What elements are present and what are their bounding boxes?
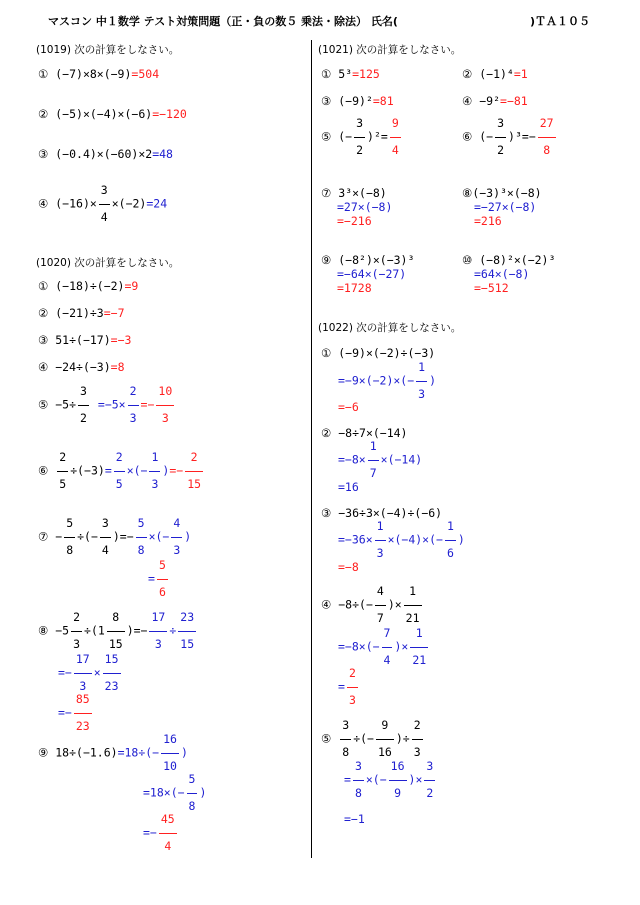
problem-1022-3-answer: =−8 — [338, 560, 359, 574]
section-title-1022: (1022) 次の計算をしなさい。 — [318, 322, 462, 334]
problem-1022-1-answer: =−6 — [338, 400, 359, 414]
problem-1022-3: ③ −36÷3×(−4)÷(−6) — [321, 506, 443, 520]
problem-1021-8: ⑧(−3)³×(−8) =−27×(−8) =216 — [462, 186, 542, 228]
problem-1021-4: ④ −9²=−81 — [462, 94, 528, 108]
problem-1021-9: ⑨ (−8²)×(−3)³ =−64×(−27) =1728 — [321, 253, 415, 295]
problem-1022-2-step: =−8× $\frac{1}{7}$ ×(−14) — [338, 439, 423, 480]
problem-1020-9-step: =18×(− $\frac{5}{8}$ ) — [143, 772, 207, 813]
problem-1022-5-step: = $\frac{3}{8}$ ×(− $\frac{16}{9}$ )× $\frac{3}{2}$ — [344, 759, 434, 800]
problem-1020-4: ④ −24÷(−3)=8 — [38, 360, 125, 374]
problem-1020-8-step: =− $\frac{17}{3}$ × $\frac{15}{23}$ — [58, 652, 119, 693]
problem-1020-7: ⑦ − $\frac{5}{8}$ ÷(− $\frac{3}{4}$ )=− $\frac{5}{8}$ ×(− $\frac{4}{3}$ ) — [38, 516, 192, 557]
problem-1020-5: ⑤ −5÷ $\frac{3}{2}$ =−5× $\frac{2}{3}$ =− $\frac{10}{3}$ — [38, 384, 173, 425]
problem-1021-3: ③ (−9)²=81 — [321, 94, 394, 108]
problem-1022-2: ② −8÷7×(−14) — [321, 426, 408, 440]
problem-1021-5: ⑤ (− $\frac{3}{2}$ )²= $\frac{9}{4}$ — [321, 116, 399, 157]
problem-1020-6: ⑥ $\frac{2}{5}$ ÷(−3)= $\frac{2}{5}$ ×(− $\frac{1}{3}$ )=− $\frac{2}{15}$ — [38, 450, 202, 491]
page-title: マスコン 中１数学 テスト対策問題（正・負の数５ 乗法・除法） 氏名( — [48, 15, 398, 28]
problem-1019-2: ② (−5)×(−4)×(−6)=−120 — [38, 107, 187, 121]
section-title-1021: (1021) 次の計算をしなさい。 — [318, 44, 462, 56]
problem-1020-9: ⑨ 18÷(−1.6)=18÷(− $\frac{16}{10}$ ) — [38, 732, 188, 773]
problem-1021-2: ② (−1)⁴=1 — [462, 67, 528, 81]
problem-1021-7: ⑦ 3³×(−8) =27×(−8) =−216 — [321, 186, 393, 228]
problem-1020-1: ① (−18)÷(−2)=9 — [38, 279, 139, 293]
problem-1021-6: ⑥ (− $\frac{3}{2}$ )³=− $\frac{27}{8}$ — [462, 116, 554, 157]
problem-1020-9-answer: =− $\frac{45}{4}$ — [143, 812, 175, 853]
page-code: )ＴＡ１０５ — [530, 15, 591, 28]
problem-1022-4-answer: = $\frac{2}{3}$ — [338, 666, 356, 707]
problem-1022-5-answer: =−1 — [344, 812, 365, 826]
problem-1022-4: ④ −8÷(− $\frac{4}{7}$ )× $\frac{1}{21}$ — [321, 584, 420, 625]
problem-1022-2-answer: =16 — [338, 480, 359, 494]
problem-1022-1: ① (−9)×(−2)÷(−3) — [321, 346, 436, 360]
problem-1022-4-step: =−8×(− $\frac{7}{4}$ )× $\frac{1}{21}$ — [338, 626, 427, 667]
problem-1022-3-step: =−36× $\frac{1}{3}$ ×(−4)×(− $\frac{1}{6}$ ) — [338, 519, 465, 560]
column-divider — [311, 40, 312, 858]
problem-1020-2: ② (−21)÷3=−7 — [38, 306, 125, 320]
problem-1020-8: ⑧ −5 $\frac{2}{3}$ ÷(1 $\frac{8}{15}$ )=− $\frac{17}{3}$ ÷ $\frac{23}{15}$ — [38, 610, 195, 651]
problem-1020-7-answer: = $\frac{5}{6}$ — [148, 558, 166, 599]
problem-1021-10: ⑩ (−8)²×(−2)³ =64×(−8) =−512 — [462, 253, 556, 295]
section-title-1020: (1020) 次の計算をしなさい。 — [36, 257, 180, 269]
problem-1022-5: ⑤ $\frac{3}{8}$ ÷(− $\frac{9}{16}$ )÷ $\frac{2}{3}$ — [321, 718, 421, 759]
problem-1019-4: ④ (−16)× $\frac{3}{4}$ ×(−2)=24 — [38, 183, 168, 224]
problem-1019-3: ③ (−0.4)×(−60)×2=48 — [38, 147, 173, 161]
problem-1022-1-step: =−9×(−2)×(− $\frac{1}{3}$ ) — [338, 360, 437, 401]
problem-1021-1: ① 5³=125 — [321, 67, 380, 81]
problem-1019-1: ① (−7)×8×(−9)=504 — [38, 67, 160, 81]
section-title-1019: (1019) 次の計算をしなさい。 — [36, 44, 180, 56]
problem-1020-3: ③ 51÷(−17)=−3 — [38, 333, 132, 347]
problem-1020-8-answer: =− $\frac{85}{23}$ — [58, 692, 90, 733]
